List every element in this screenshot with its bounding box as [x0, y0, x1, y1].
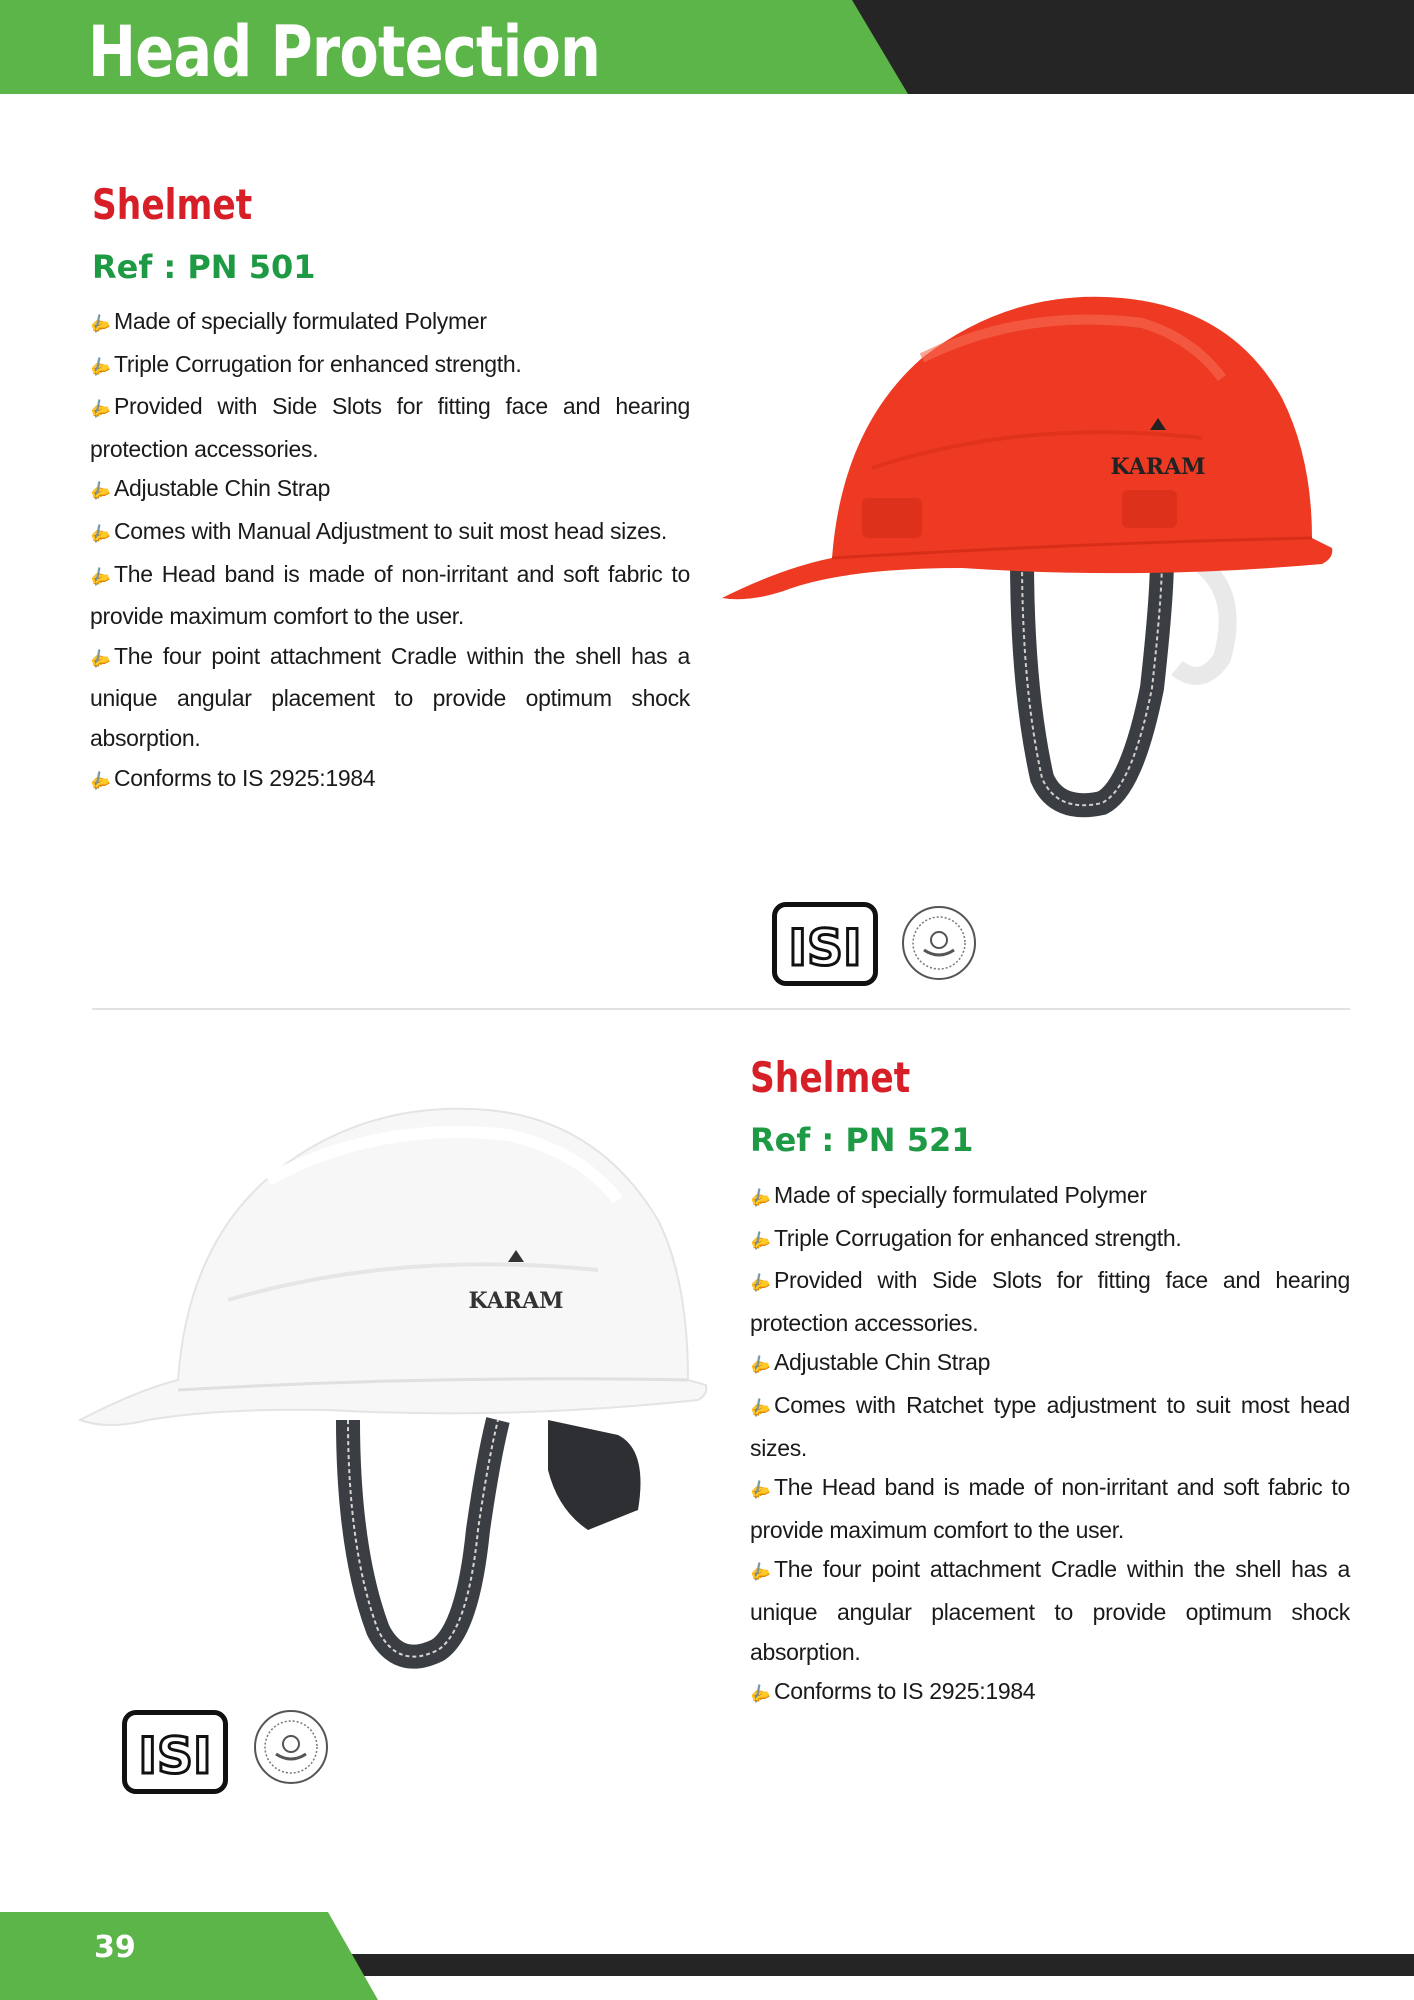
isi-mark-icon — [122, 1710, 228, 1794]
feature-item: ✍The four point attachment Cradle within the shell has a unique angular placement to provide optimum shock absorption. — [90, 637, 690, 759]
feature-item: ✍The four point attachment Cradle within the shell has a unique angular placement to provide optimum shock absorption. — [750, 1550, 1350, 1672]
pen-bullet-icon: ✍ — [87, 647, 113, 672]
pen-bullet-icon: ✍ — [87, 397, 113, 422]
pen-bullet-icon: ✍ — [747, 1354, 773, 1378]
feature-item: ✍Conforms to IS 2925:1984 — [750, 1672, 1350, 1715]
pen-bullet-icon: ✍ — [747, 1478, 773, 1503]
product-title: Shelmet — [92, 180, 253, 229]
brand-logo: KARAM — [1110, 454, 1206, 480]
red-helmet-image — [722, 268, 1342, 828]
certification-seal-icon — [900, 904, 978, 982]
pen-bullet-icon: ✍ — [87, 565, 113, 590]
white-helmet-image — [78, 1090, 718, 1670]
feature-item: ✍Made of specially formulated Polymer — [750, 1176, 1350, 1219]
isi-mark-icon — [772, 902, 878, 986]
pen-bullet-icon: ✍ — [747, 1229, 773, 1254]
pen-bullet-icon: ✍ — [747, 1682, 773, 1707]
pen-bullet-icon: ✍ — [87, 312, 113, 337]
feature-item: ✍Conforms to IS 2925:1984 — [90, 759, 690, 802]
feature-list — [747, 1176, 1350, 1715]
svg-text:ISI: ISI — [788, 919, 862, 977]
pen-bullet-icon: ✍ — [87, 480, 113, 504]
page-number: 39 — [94, 1930, 136, 1965]
feature-item: ✍The Head band is made of non-irritant and soft fabric to provide maximum comfort to the user. — [90, 555, 690, 637]
feature-item: ✍Adjustable Chin Strap — [90, 469, 690, 512]
feature-item: ✍Comes with Ratchet type adjustment to suit most head sizes. — [750, 1386, 1350, 1468]
section-divider — [92, 1008, 1350, 1010]
page-title: Head Protection — [88, 11, 601, 93]
product-ref: Ref : PN 501 — [92, 248, 316, 286]
brand-logo: KARAM — [468, 1288, 564, 1314]
pen-bullet-icon: ✍ — [747, 1271, 773, 1296]
feature-item: ✍Triple Corrugation for enhanced strength. — [750, 1219, 1350, 1262]
pen-bullet-icon: ✍ — [747, 1396, 773, 1421]
product-title: Shelmet — [750, 1053, 911, 1102]
feature-list — [87, 302, 690, 801]
feature-item: ✍Triple Corrugation for enhanced strength. — [90, 345, 690, 388]
feature-item: ✍Provided with Side Slots for fitting face and hearing protection accessories. — [90, 387, 690, 469]
certification-seal-icon — [252, 1708, 330, 1786]
pen-bullet-icon: ✍ — [87, 522, 113, 547]
feature-item: ✍Adjustable Chin Strap — [750, 1343, 1350, 1386]
pen-bullet-icon: ✍ — [747, 1561, 773, 1585]
pen-bullet-icon: ✍ — [87, 769, 113, 793]
feature-item: ✍Made of specially formulated Polymer — [90, 302, 690, 345]
svg-text:ISI: ISI — [138, 1727, 212, 1785]
feature-item: ✍Comes with Manual Adjustment to suit most head sizes. — [90, 512, 690, 555]
product-ref: Ref : PN 521 — [750, 1121, 974, 1159]
feature-item: ✍The Head band is made of non-irritant and soft fabric to provide maximum comfort to the user. — [750, 1468, 1350, 1550]
footer-band — [0, 1912, 1414, 2000]
feature-item: ✍Provided with Side Slots for fitting face and hearing protection accessories. — [750, 1261, 1350, 1343]
pen-bullet-icon: ✍ — [747, 1186, 773, 1211]
pen-bullet-icon: ✍ — [87, 355, 113, 380]
